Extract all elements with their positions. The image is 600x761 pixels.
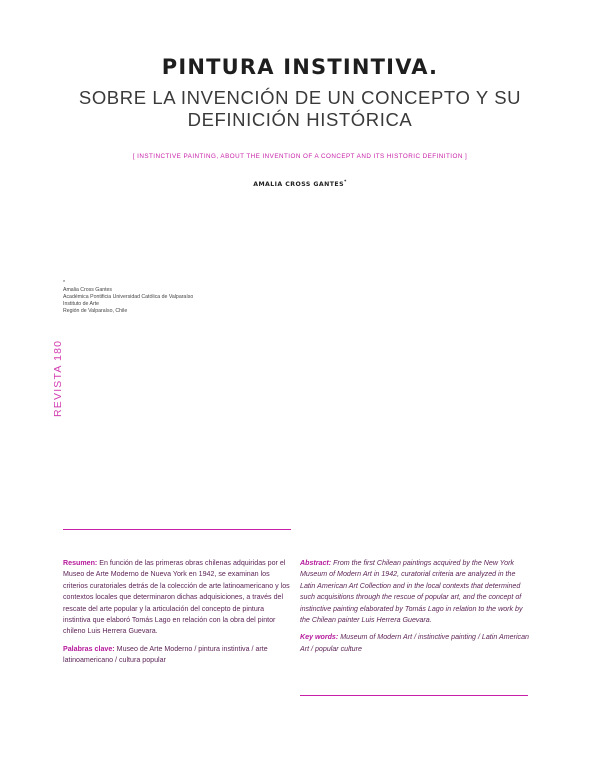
subtitle-line-1: SOBRE LA INVENCIÓN DE UN CONCEPTO Y SU (78, 87, 522, 108)
author-name (0, 180, 600, 188)
affiliation-line: Instituto de Arte (63, 301, 100, 307)
author-affiliation (63, 280, 193, 315)
abstract-paragraph (300, 558, 530, 626)
subtitle-line-2: DEFINICIÓN HISTÓRICA (187, 109, 413, 130)
palabras-clave-label: Palabras clave: (63, 644, 115, 653)
resumen-label: Resumen: (63, 559, 98, 567)
english-title: [ INSTINCTIVE PAINTING, ABOUT THE INVENTION OF A CONCEPT AND ITS HISTORIC DEFINITION ] (132, 153, 468, 160)
section-divider (300, 695, 528, 696)
abstract-english (300, 558, 530, 661)
palabras-clave-text: Museo de Arte Moderno / pintura instintiva / arte latinoamericano / cultura popular (63, 644, 268, 665)
resumen-text: En función de las primeras obras chilenas adquiridas por el Museo de Arte Moderno de Nueva York en 1942, se examinan los criterios curatoriales detrás de la colección de arte latinoamericano y los contextos locales que determinaron dichas adquisiciones, a través del rescate del arte popular y la articulación del concepto de pintura instintiva que elaboró Tomás Lago en relación con la obra del pintor chileno Luis Herrera Guevara. (63, 559, 290, 636)
affiliation-line: Región de Valparaíso, Chile (63, 308, 128, 314)
keywords-text: Museum of Modern Art / instinctive painting / Latin American Art / popular culture (300, 633, 529, 653)
abstract-spanish (63, 558, 291, 673)
affiliation-line: Amalia Cross Gantes (63, 287, 113, 293)
affiliation-mark: * (63, 280, 66, 286)
palabras-clave-paragraph (63, 644, 291, 667)
keywords-label: Key words: (300, 633, 339, 642)
section-divider (63, 529, 291, 530)
author-footnote-mark: * (343, 180, 347, 185)
article-subtitle (60, 87, 540, 131)
abstract-label: Abstract: (300, 559, 332, 567)
abstract-text: From the first Chilean paintings acquired by the New York Museum of Modern Art in 1942, curatorial criteria are analyzed in the Latin American Art Collection and in the local contexts that determined such acquisitions through the rescue of popular art, and the concept of instinctive painting elaborated by Tomás Lago in relation to the work by the Chilean painter Luis Herrera Guevara. (300, 559, 523, 625)
author-name-text: AMALIA CROSS GANTES (253, 181, 344, 189)
affiliation-line: Académica Pontificia Universidad Católica de Valparaíso (63, 294, 194, 300)
resumen-paragraph (63, 558, 291, 638)
keywords-paragraph (300, 632, 530, 655)
journal-side-label: REVISTA 180 (52, 339, 64, 417)
article-title: PINTURA INSTINTIVA. (161, 55, 439, 79)
